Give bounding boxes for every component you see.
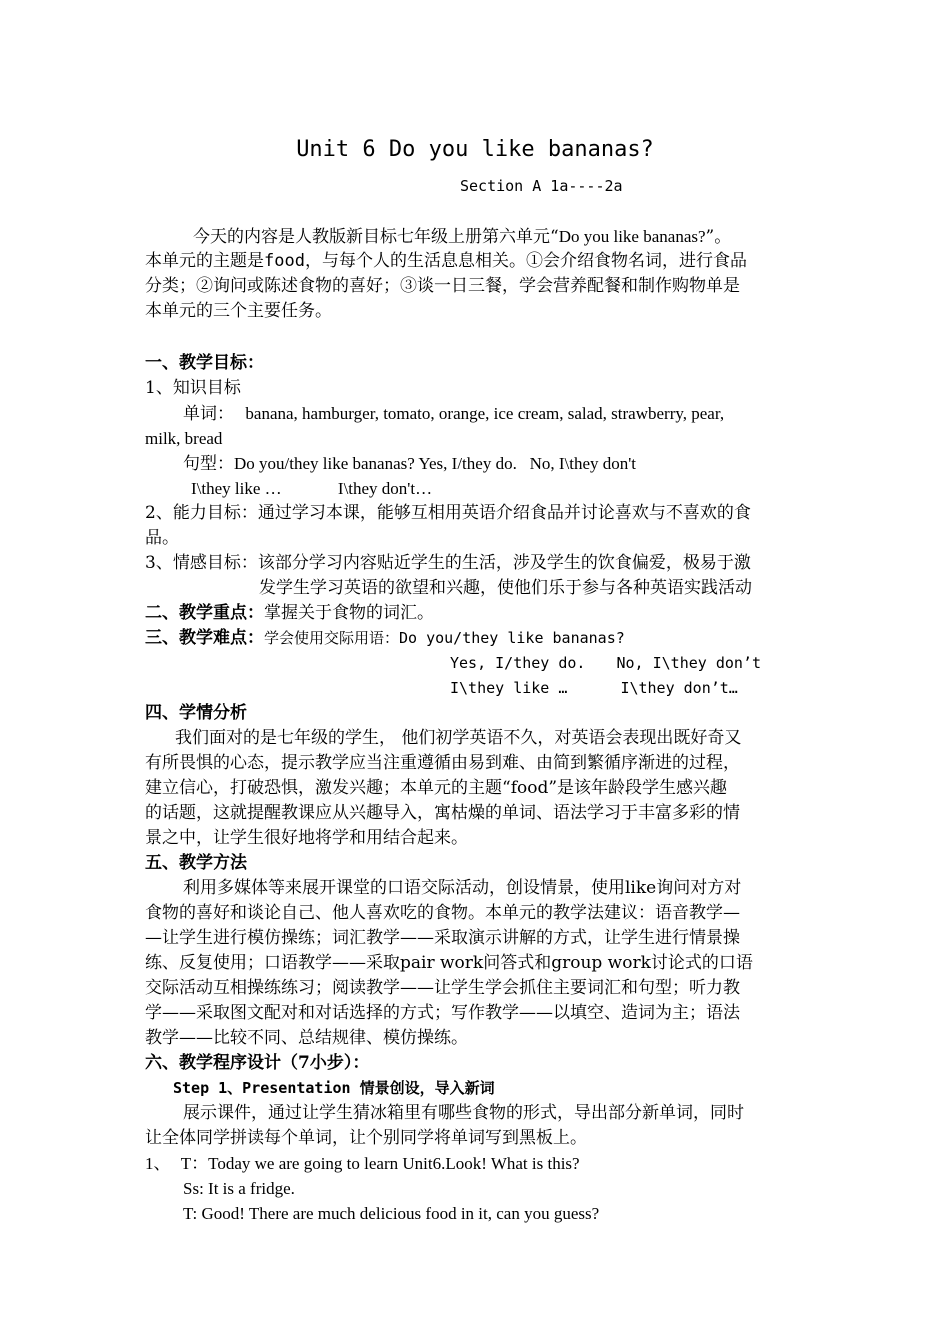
- step-1-line-2: 让全体同学拼读每个单词，让个别同学将单词写到黑板上。: [145, 1128, 587, 1148]
- section-4-line-2: 有所畏惧的心态，提示教学应当注重遵循由易到难、由简到繁循序渐进的过程，: [145, 753, 740, 773]
- dialog-number: 1、: [145, 1154, 171, 1173]
- words-line: [145, 401, 848, 427]
- dialog-line-2: Ss: It is a fridge.: [183, 1179, 295, 1198]
- section-4-line-4: 的话题，这就提醒教课应从兴趣导入，寓枯燥的单词、语法学习于丰富多彩的情: [145, 803, 740, 823]
- document-subtitle: Section A 1a----2a: [460, 177, 623, 195]
- section-5-line-4: 练、反复使用；口语教学——采取pair work问答式和group work讨论式的口语: [145, 953, 753, 973]
- intro-text: ”。: [705, 227, 732, 247]
- section-1-heading: 一、教学目标：: [145, 353, 264, 373]
- section-5-line-3: —让学生进行模仿操练；词汇教学——采取演示讲解的方式，让学生进行情景操: [145, 928, 740, 948]
- sentence-pattern-line: [145, 451, 848, 477]
- step-1-heading: Step 1、Presentation 情景创设，导入新词: [173, 1079, 495, 1097]
- dialog-line-1: [145, 1151, 810, 1176]
- section-5-line-7: 教学——比较不同、总结规律、模仿操练。: [145, 1028, 468, 1048]
- section-4-line-1: 我们面对的是七年级的学生， 他们初学英语不久，对英语会表现出既好奇又: [175, 728, 742, 748]
- emotion-goal-line-2: 发学生学习英语的欲望和兴趣，使他们乐于参与各种英语实践活动: [259, 578, 752, 598]
- dialog-phrase: No, I\they don’t: [616, 654, 761, 672]
- ability-goal-line-2: 品。: [145, 528, 179, 548]
- intro-line-3: 分类；②询问或陈述食物的喜好；③谈一日三餐，学会营养配餐和制作购物单是: [145, 276, 740, 296]
- section-2-heading: 二、教学重点：: [145, 603, 264, 623]
- section-3-line-3: [450, 676, 810, 701]
- dialog-text: T：Today we are going to learn Unit6.Look! What is this?: [180, 1154, 580, 1173]
- intro-text: ，与每个人的生活息息相关。①会介绍食物名词，进行食品: [304, 251, 747, 271]
- intro-text: 今天的内容是人教版新目标七年级上册第六单元“: [193, 227, 559, 247]
- intro-line-4: 本单元的三个主要任务。: [145, 301, 332, 321]
- intro-text: 本单元的主题是: [145, 251, 264, 271]
- emotion-goal-line-1: 3、情感目标：该部分学习内容贴近学生的生活，涉及学生的饮食偏爱，极易于激: [145, 553, 751, 573]
- dialog-line-3: T: Good! There are much delicious food in it, can you guess?: [183, 1204, 600, 1223]
- section-3-line: [145, 626, 810, 651]
- intro-topic: food: [264, 251, 305, 271]
- section-4-line-5: 景之中，让学生很好地将学和用结合起来。: [145, 828, 468, 848]
- sentence-pattern-label: 句型：: [183, 454, 234, 474]
- sentence-pattern: I\they like …: [191, 479, 282, 498]
- section-5-heading: 五、教学方法: [145, 853, 247, 873]
- words-list-continued: milk, bread: [145, 429, 223, 448]
- intro-line-2: [145, 249, 810, 274]
- dialog-phrase: Yes, I/they do.: [450, 654, 586, 672]
- intro-unit-title: Do you like bananas?: [558, 227, 706, 246]
- knowledge-goal-label: 1、知识目标: [145, 378, 241, 398]
- section-3-heading: 三、教学难点：: [145, 628, 264, 648]
- section-5-line-1: 利用多媒体等来展开课堂的口语交际活动，创设情景，使用like询问对方对: [183, 878, 742, 898]
- section-5-line-6: 学——采取图文配对和对话选择的方式；写作教学——以填空、造词为主；语法: [145, 1003, 740, 1023]
- document-title: Unit 6 Do you like bananas?: [296, 137, 654, 162]
- words-label: 单词：: [183, 404, 234, 424]
- section-4-line-3: 建立信心，打破恐惧，激发兴趣；本单元的主题“food”是该年龄段学生感兴趣: [145, 778, 728, 798]
- step-1-line-1: 展示课件，通过让学生猜冰箱里有哪些食物的形式，导出部分新单词，同时: [183, 1103, 744, 1123]
- section-4-heading: 四、学情分析: [145, 703, 247, 723]
- section-2-line: [145, 601, 810, 626]
- section-5-line-5: 交际活动互相操练练习；阅读教学——让学生学会抓住主要词汇和句型；听力教: [145, 978, 740, 998]
- section-2-text: 掌握关于食物的词汇。: [264, 603, 434, 623]
- sentence-pattern: I\they don't…: [337, 479, 433, 498]
- words-list: banana, hamburger, tomato, orange, ice cream, salad, strawberry, pear,: [245, 404, 725, 423]
- section-3-line-2: [450, 651, 810, 676]
- dialog-phrase: I\they don’t…: [620, 679, 738, 697]
- sentence-pattern-line-2: [145, 476, 856, 501]
- dialog-phrase: I\they like …: [450, 679, 568, 697]
- section-6-heading: 六、教学程序设计（7小步）：: [145, 1053, 370, 1073]
- section-5-line-2: 食物的喜好和谈论自己、他人喜欢吃的食物。本单元的教学法建议：语音教学—: [145, 903, 740, 923]
- intro-line-1: [145, 224, 858, 250]
- sentence-pattern: Do you/they like bananas? Yes, I/they do. No, I\they don't: [234, 454, 637, 473]
- section-3-text: 学会使用交际用语：Do you/they like bananas?: [264, 629, 625, 647]
- ability-goal-line-1: 2、能力目标：通过学习本课，能够互相用英语介绍食品并讨论喜欢与不喜欢的食: [145, 503, 751, 523]
